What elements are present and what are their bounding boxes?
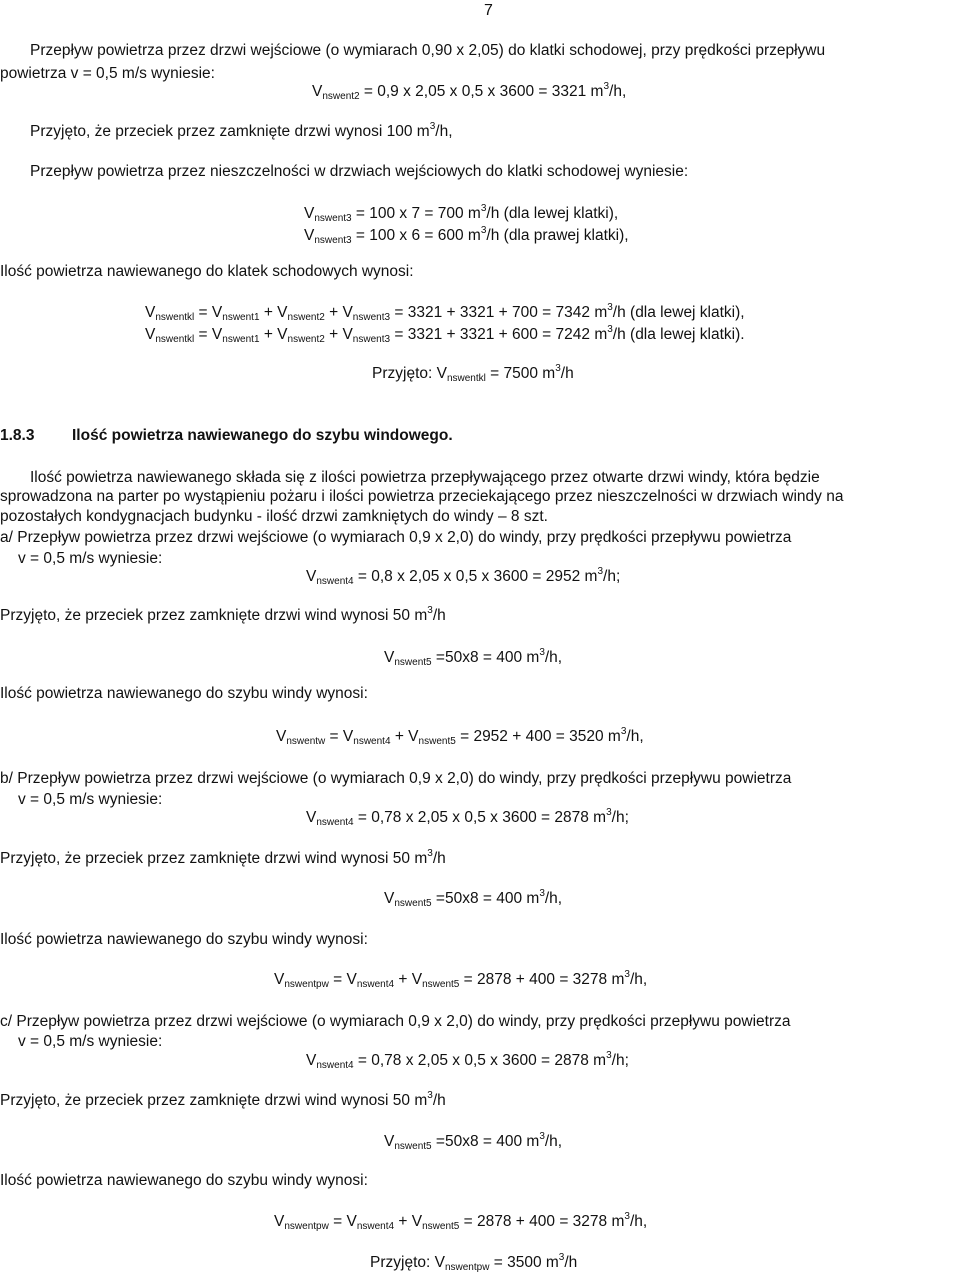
text-line: Przepływ powietrza przez drzwi wejściowe (o wymiarach 0,90 x 2,05) do klatki schodowej, przy prędkości przepływu <box>30 42 826 59</box>
page-number: 7 <box>484 2 493 19</box>
formula: $V_{nswentpw} = V_{nswent4} + V_{nswent5} = 2878 + 400 = 3278$ $m^3/h$, <box>274 1211 648 1232</box>
text-line: Przyjęto, że przeciek przez zamknięte drzwi wynosi 100 $m^3/h$, <box>30 121 453 140</box>
section-title: Ilość powietrza nawiewanego do szybu windowego. <box>72 427 453 444</box>
text-line: Ilość powietrza nawiewanego składa się z ilości powietrza przepływającego przez otwarte drzwi windy, która będzie <box>30 469 820 486</box>
text-line: Ilość powietrza nawiewanego do klatek schodowych wynosi: <box>0 263 414 280</box>
accepted-value: Przyjęto: $V_{nswentpw} = 3500$ $m^3/h$ <box>370 1252 578 1273</box>
text-line: Przyjęto, że przeciek przez zamknięte drzwi wind wynosi 50 $m^3/h$ <box>0 848 446 867</box>
formula: $V_{nswent3} = 100$ x 7 = 700 $m^3/h$ (dla lewej klatki), <box>304 203 619 224</box>
text-line: pozostałych kondygnacjach budynku - ilość drzwi zamkniętych do windy – 8 szt. <box>0 508 548 525</box>
text-line: a/ Przepływ powietrza przez drzwi wejściowe (o wymiarach 0,9 x 2,0) do windy, przy prędkości przepływu powietrza <box>0 529 792 546</box>
formula: $V_{nswent4} = 0,8$ x 2,05 x 0,5 x 3600 = 2952 $m^3/h$; <box>306 566 621 587</box>
formula: $V_{nswent5} =50x8 = 400$ $m^3/h$, <box>384 647 563 668</box>
text-line: Ilość powietrza nawiewanego do szybu windy wynosi: <box>0 1172 368 1189</box>
formula: $V_{nswent4} = 0,78$ x 2,05 x 0,5 x 3600 = 2878 $m^3/h$; <box>306 1050 629 1071</box>
section-number: 1.8.3 <box>0 427 35 444</box>
formula: $V_{nswentw} = V_{nswent4} + V_{nswent5} = 2952 + 400 = 3520$ $m^3/h$, <box>276 726 644 747</box>
formula: $V_{nswent4} = 0,78$ x 2,05 x 0,5 x 3600 = 2878 $m^3/h$; <box>306 807 629 828</box>
text-line: v = 0,5 m/s wyniesie: <box>18 550 163 567</box>
text-line: Ilość powietrza nawiewanego do szybu windy wynosi: <box>0 931 368 948</box>
text-line: sprowadzona na parter po wystąpieniu pożaru i ilości powietrza przeciekającego przez nieszczelności w drzwiach windy na <box>0 488 844 505</box>
formula: $V_{nswentkl} = V_{nswent1} + V_{nswent2} + V_{nswent3} = 3321 + 3321 + 600 = 7242$ $m^3/h$ (dla lewej klatki). <box>145 324 745 345</box>
formula: $V_{nswentpw} = V_{nswent4} + V_{nswent5} = 2878 + 400 = 3278$ $m^3/h$, <box>274 969 648 990</box>
text-line: Przyjęto, że przeciek przez zamknięte drzwi wind wynosi 50 $m^3/h$ <box>0 605 446 624</box>
formula: $V_{nswent2} = 0,9$ x 2,05 x 0,5 x 3600 = 3321 $m^3/h$, <box>312 81 627 102</box>
text-line: v = 0,5 m/s wyniesie: <box>18 791 163 808</box>
text-line: Przyjęto, że przeciek przez zamknięte drzwi wind wynosi 50 $m^3/h$ <box>0 1090 446 1109</box>
text-line: powietrza v = 0,5 m/s wyniesie: <box>0 65 215 82</box>
formula: $V_{nswent5} =50x8 = 400$ $m^3/h$, <box>384 888 563 909</box>
formula: $V_{nswentkl} = V_{nswent1} + V_{nswent2} + V_{nswent3} = 3321 + 3321 + 700 = 7342$ $m^3/h$ (dla lewej klatki), <box>145 302 745 323</box>
text-line: c/ Przepływ powietrza przez drzwi wejściowe (o wymiarach 0,9 x 2,0) do windy, przy prędkości przepływu powietrza <box>0 1013 791 1030</box>
text-line: Ilość powietrza nawiewanego do szybu windy wynosi: <box>0 685 368 702</box>
text-line: Przepływ powietrza przez nieszczelności w drzwiach wejściowych do klatki schodowej wyniesie: <box>30 163 689 180</box>
formula: $V_{nswent5} =50x8 = 400$ $m^3/h$, <box>384 1131 563 1152</box>
text-line: v = 0,5 m/s wyniesie: <box>18 1033 163 1050</box>
text-line: b/ Przepływ powietrza przez drzwi wejściowe (o wymiarach 0,9 x 2,0) do windy, przy prędkości przepływu powietrza <box>0 770 792 787</box>
formula: $V_{nswent3} = 100$ x 6 = 600 $m^3/h$ (dla prawej klatki), <box>304 225 629 246</box>
accepted-value: Przyjęto: $V_{nswentkl} = 7500$ $m^3/h$ <box>372 363 574 384</box>
